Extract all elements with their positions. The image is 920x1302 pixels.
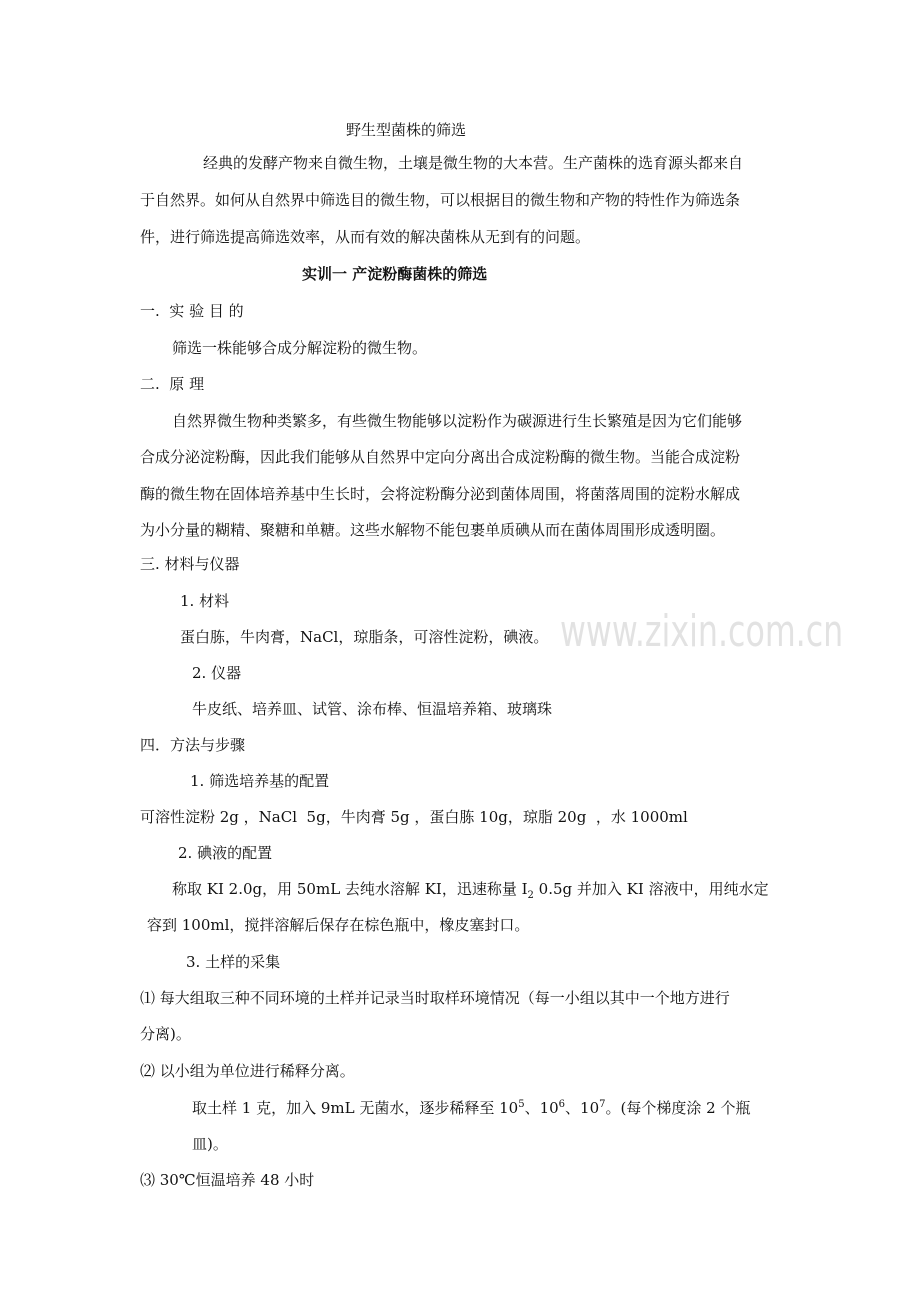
s2-title: 二. 原 理 bbox=[140, 375, 205, 393]
s2-line: 酶的微生物在固体培养基中生长时，会将淀粉酶分泌到菌体周围，将菌落周围的淀粉水解成 bbox=[140, 485, 741, 503]
s4-medium-title: 1. 筛选培养基的配置 bbox=[190, 772, 330, 790]
doc-title: 野生型菌株的筛选 bbox=[346, 121, 467, 139]
exponent: 6 bbox=[558, 1099, 566, 1110]
text: 0.5g 并加入 KI 溶液中，用纯水定 bbox=[533, 880, 769, 898]
s4-medium-body: 可溶性淀粉 2g ，NaCl 5g，牛肉膏 5g ，蛋白胨 10g，琼脂 20g ，水 1000ml bbox=[140, 808, 688, 826]
text: 。(每个梯度涂 2 个瓶 bbox=[605, 1099, 751, 1117]
text: 、10 bbox=[565, 1099, 600, 1117]
s1-body: 筛选一株能够合成分解淀粉的微生物。 bbox=[172, 339, 428, 357]
s4-soil-step1: ⑴ 每大组取三种不同环境的土样并记录当时取样环境情况（每一小组以其中一个地方进行 bbox=[140, 989, 730, 1007]
intro-line: 件，进行筛选提高筛选效率，从而有效的解决菌株从无到有的问题。 bbox=[140, 228, 591, 246]
exponent: 7 bbox=[599, 1099, 606, 1110]
s4-soil-step2-body bbox=[192, 1098, 750, 1118]
s2-line: 自然界微生物种类繁多，有些微生物能够以淀粉作为碳源进行生长繁殖是因为它们能够 bbox=[172, 412, 743, 430]
text: 取土样 1 克，加入 9mL 无菌水，逐步稀释至 10 bbox=[192, 1099, 519, 1117]
s4-soil-step1-cont: 分离)。 bbox=[140, 1025, 191, 1043]
exponent: 5 bbox=[518, 1099, 525, 1110]
s4-iodine-title: 2. 碘液的配置 bbox=[178, 844, 273, 862]
text: 称取 KI 2.0g，用 50mL 去纯水溶解 KI，迅速称量 I bbox=[172, 880, 528, 898]
s4-title: 四．方法与步骤 bbox=[140, 736, 246, 754]
s4-iodine-line bbox=[172, 879, 769, 899]
intro-line: 经典的发酵产物来自微生物，土壤是微生物的大本营。生产菌株的选育源头都来自 bbox=[203, 154, 744, 172]
intro-line: 于自然界。如何从自然界中筛选目的微生物，可以根据目的微生物和产物的特性作为筛选条 bbox=[140, 191, 741, 209]
s4-iodine-line: 容到 100ml，搅拌溶解后保存在棕色瓶中，橡皮塞封口。 bbox=[147, 916, 530, 934]
s4-soil-step2-cont: 皿)。 bbox=[192, 1135, 228, 1153]
section-heading: 实训一 产淀粉酶菌株的筛选 bbox=[302, 265, 488, 283]
s4-soil-title: 3. 土样的采集 bbox=[186, 953, 281, 971]
s3-materials-body: 蛋白胨，牛肉膏，NaCl，琼脂条，可溶性淀粉，碘液。 bbox=[180, 628, 549, 646]
subscript: 2 bbox=[527, 890, 534, 901]
s3-title: 三. 材料与仪器 bbox=[140, 555, 240, 573]
s2-line: 合成分泌淀粉酶，因此我们能够从自然界中定向分离出合成淀粉酶的微生物。当能合成淀粉 bbox=[140, 448, 741, 466]
s4-soil-step2: ⑵ 以小组为单位进行稀释分离。 bbox=[140, 1062, 355, 1080]
s2-line: 为小分量的糊精、聚糖和单糖。这些水解物不能包裹单质碘从而在菌体周围形成透明圈。 bbox=[140, 521, 726, 539]
s3-instruments-title: 2. 仪器 bbox=[192, 664, 242, 682]
s3-materials-title: 1. 材料 bbox=[180, 592, 230, 610]
s1-title: 一. 实 验 目 的 bbox=[140, 302, 244, 320]
watermark: www.zixin.com.cn bbox=[560, 606, 844, 657]
s4-soil-step3: ⑶ 30℃恒温培养 48 小时 bbox=[140, 1171, 315, 1189]
s3-instruments-body: 牛皮纸、培养皿、试管、涂布棒、恒温培养箱、玻璃珠 bbox=[192, 700, 553, 718]
text: 、10 bbox=[524, 1099, 559, 1117]
